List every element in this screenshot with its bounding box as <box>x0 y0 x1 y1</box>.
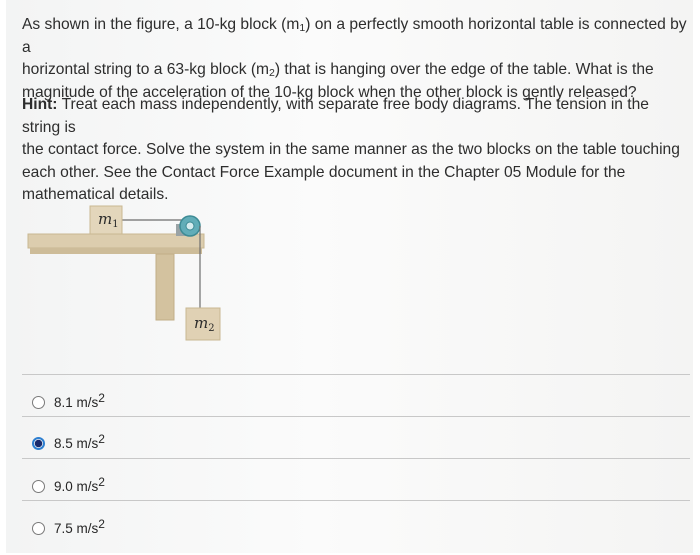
pulley-axle <box>186 222 194 230</box>
divider <box>22 500 690 501</box>
block-m1-label: $m_1$ <box>98 210 119 230</box>
hint-line-2: the contact force. Solve the system in the same manner as the two blocks on the table touching <box>22 141 680 159</box>
question-text <box>22 14 690 104</box>
answer-label: 9.0 $m/s^2$ <box>54 474 105 494</box>
hint-label: Hint: <box>22 96 58 113</box>
table-leg <box>156 254 174 320</box>
radio-button[interactable] <box>32 480 45 493</box>
hint-line-4: mathematical details. <box>22 186 169 204</box>
answer-label: 8.1 $m/s^2$ <box>54 390 105 410</box>
divider <box>22 458 690 459</box>
pulley-figure <box>26 196 236 356</box>
block-m2-label: $m_2$ <box>194 314 215 334</box>
radio-button-selected[interactable] <box>32 437 45 450</box>
table-front-edge <box>30 248 202 254</box>
hint-line-1: Hint: Treat each mass independently, with separate free body diagrams. The tension in the string is <box>22 96 649 136</box>
radio-button[interactable] <box>32 396 45 409</box>
question-line-1: As shown in the figure, a 10-kg block $(m_1)$ on a perfectly smooth horizontal table is connected by a <box>22 16 687 56</box>
answer-label: 8.5 $m/s^2$ <box>54 431 105 451</box>
answer-option-1[interactable] <box>32 390 105 414</box>
hint-line-3: each other. See the Contact Force Example document in the Chapter 05 Module for the <box>22 163 626 181</box>
answer-option-2[interactable] <box>32 431 105 455</box>
hint-text <box>22 94 690 207</box>
answer-option-3[interactable] <box>32 474 105 498</box>
question-line-3: magnitude of the acceleration of the 10-kg block when the other block is gently released? <box>22 83 637 101</box>
question-line-2: horizontal string to a 63-kg block $(m_2)$ that is hanging over the edge of the table. What is the <box>22 61 654 80</box>
divider <box>22 374 690 375</box>
answer-label: 7.5 $m/s^2$ <box>54 516 105 536</box>
table-top <box>28 234 204 248</box>
divider <box>22 416 690 417</box>
radio-button[interactable] <box>32 522 45 535</box>
answer-option-4[interactable] <box>32 516 105 540</box>
